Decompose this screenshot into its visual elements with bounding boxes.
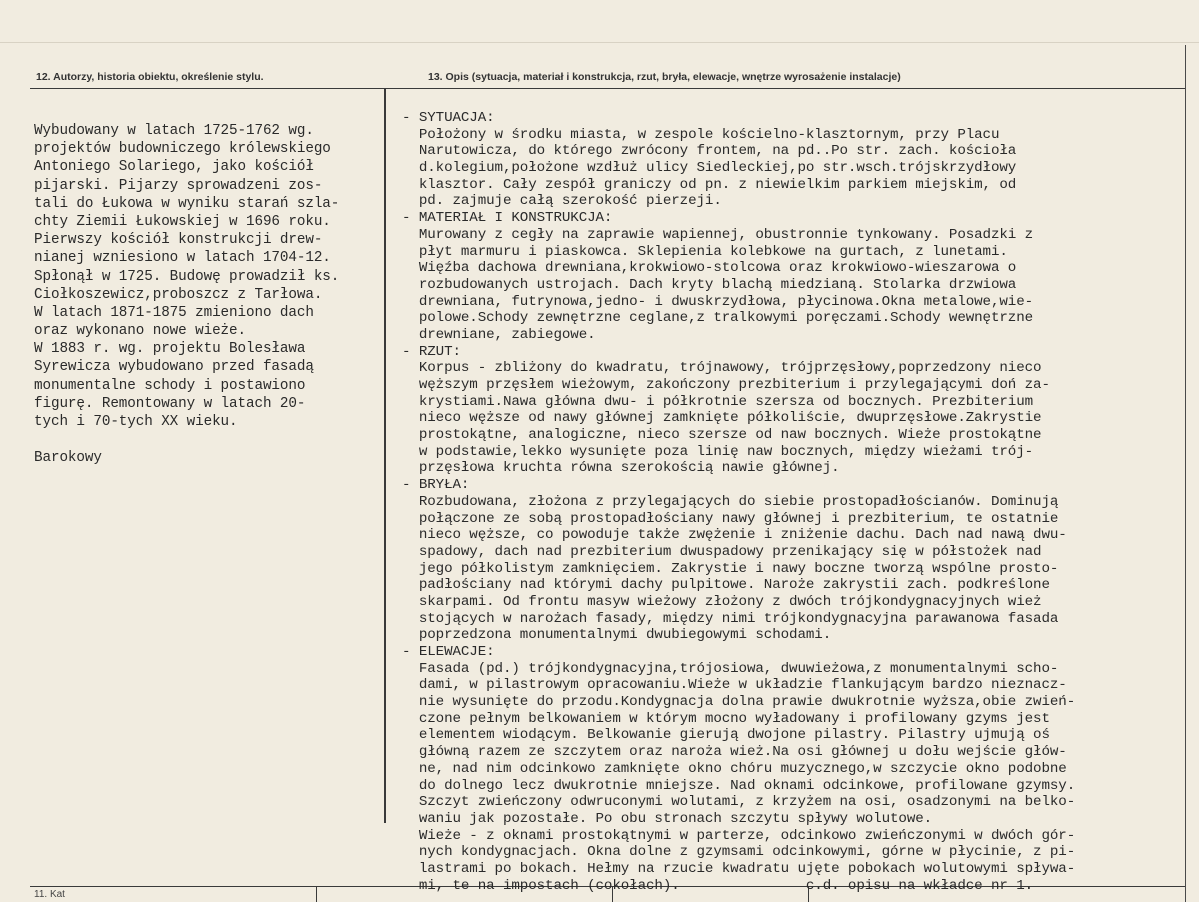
description-line: drewniane, zabiegowe.: [402, 326, 596, 343]
history-line: nianej wzniesiono w latach 1704-12.: [34, 250, 331, 267]
description-line: nie wysunięte do przodu.Kondygnacja dolna prawie dwukrotnie wyższa,obie zwień-: [402, 694, 1076, 711]
section-13-heading: 13. Opis (sytuacja, materiał i konstrukcja, rzut, bryła, elewacje, wnętrze wyrosażenie instalacje): [428, 71, 901, 83]
description-line: skarpami. Od frontu masyw wieżowy złożony z dwóch trójkondygnacyjnych wież: [402, 593, 1042, 610]
description-line: połączone ze sobą prostopadłościany nawy głównej i prezbiterium, te ostatnie: [402, 510, 1059, 527]
description-line: w podstawie,lekko wysunięte poza linię naw bocznych, między wieżami trój-: [402, 443, 1034, 460]
description-line: Więźba dachowa drewniana,krokwiowo-stolcowa oraz krokwiowo-wieszarowa o: [402, 260, 1017, 277]
history-line: monumentalne schody i postawiono: [34, 377, 306, 394]
description-line: - SYTUACJA:: [402, 110, 495, 126]
description-line: nieco węższe, co powoduje także zwężenie i zniżenie dachu. Dach nad nawą dwu-: [402, 527, 1067, 544]
history-line: Antoniego Solariego, jako kościół: [34, 159, 314, 176]
history-line: Wybudowany w latach 1725-1762 wg.: [34, 123, 314, 139]
description-line: pd. zajmuje całą szerokość pierzeji.: [402, 193, 722, 210]
description-line: - ELEWACJE:: [402, 644, 495, 660]
description-line: nych kondygnacjach. Okna dolne z gzymsami odcinkowymi, górne w płycinie, z pi-: [402, 844, 1076, 861]
description-line: waniu jak pozostałe. Po obu stronach szczytu spływy wolutowe.: [402, 810, 933, 827]
description-line: padłościany nad którymi dachy pulpitowe. Naroże zakrystii zach. podkreślone: [402, 577, 1050, 594]
description-line: krystiami.Nawa główna dwu- i półkrotnie szersza od bocznych. Prezbiterium: [402, 393, 1034, 410]
footer-divider: [316, 886, 317, 902]
history-line: figurę. Remontowany w latach 20-: [34, 395, 306, 412]
section-12-heading: 12. Autorzy, historia obiektu, określenie stylu.: [36, 71, 264, 83]
history-text: [34, 122, 384, 468]
description-line: d.kolegium,położone wzdłuż ulicy Siedleckiej,po str.wsch.trójskrzydłowy: [402, 160, 1017, 177]
history-line: tych i 70-tych XX wieku.: [34, 414, 238, 430]
description-line: - MATERIAŁ I KONSTRUKCJA:: [402, 210, 613, 227]
header-rule: [30, 88, 1185, 89]
description-line: Fasada (pd.) trójkondygnacyjna,trójosiowa, dwuwieżowa,z monumentalnymi scho-: [402, 660, 1059, 677]
history-line: tali do Łukowa w wyniku starań szla-: [34, 195, 340, 212]
description-line: prostokątne, analogiczne, nieco szersze od naw bocznych. Wieże prostokątne: [402, 427, 1042, 444]
description-line: Położony w środku miasta, w zespole kościelno-klasztornym, przy Placu: [402, 126, 1000, 143]
description-line: płyt marmuru i piaskowca. Sklepienia kolebkowe na gurtach, z lunetami.: [402, 243, 1008, 260]
description-line: węższym przęsłem wieżowym, zakończony prezbiterium i przylegającymi doń za-: [402, 377, 1050, 393]
top-rule: [0, 42, 1199, 43]
description-line: stojących w narożach fasady, między nimi trójkondygnacyjna parawanowa fasada: [402, 610, 1059, 627]
description-line: polowe.Schody zewnętrzne ceglane,z tralkowymi poręczami.Schody wewnętrzne: [402, 310, 1034, 327]
history-line: Barokowy: [34, 450, 102, 467]
description-line: klasztor. Cały zespół graniczy od pn. z niewielkim parkiem miejskim, od: [402, 176, 1017, 193]
description-line: elementem wiodącym. Belkowanie gierują dwojone pilastry. Pilastry ujmują oś: [402, 727, 1050, 744]
description-line: Szczyt zwieńczony odwruconymi wolutami, z krzyżem na osi, osadzonymi na belko-: [402, 794, 1076, 811]
history-line: W latach 1871-1875 zmieniono dach: [34, 304, 314, 321]
description-line: - RZUT:: [402, 343, 461, 360]
description-line: rozbudowanych ustrojach. Dach kryty blachą miedzianą. Stolarka drzwiowa: [402, 276, 1017, 293]
description-line: Narutowicza, do którego zwrócony frontem, na pd..Po str. zach. kościoła: [402, 143, 1017, 160]
column-divider: [384, 88, 386, 823]
history-line: pijarski. Pijarzy sprowadzeni zos-: [34, 177, 323, 194]
description-line: Wieże - z oknami prostokątnymi w parterze, odcinkowo zwieńczonymi w dwóch gór-: [402, 827, 1076, 844]
description-line: spadowy, dach nad prezbiterium dwuspadowy przenikający się w półstożek nad: [402, 543, 1042, 560]
description-line: drewniana, futrynowa,jedno- i dwuskrzydłowa, płycinowa.Okna metalowe,wie-: [402, 293, 1034, 310]
description-line: poprzedzona monumentalnymi dwubiegowymi schodami.: [402, 627, 832, 644]
description-line: lastrami po bokach. Hełmy na rzucie kwadratu ujęte pobokach wolutowymi spływa-: [402, 860, 1076, 877]
section-11-label: 11. Kat: [34, 889, 65, 900]
description-line: Rozbudowana, złożona z przylegających do siebie prostopadłościanów. Dominują: [402, 493, 1059, 510]
description-line: dami, w pilastrowym opracowaniu.Wieże w układzie flankującym bardzo nieznacz-: [402, 677, 1067, 694]
history-line: Spłonął w 1725. Budowę prowadził ks.: [34, 268, 340, 285]
description-line: Korpus - zbliżony do kwadratu, trójnawowy, trójprzęsłowy,poprzedzony nieco: [402, 360, 1042, 377]
history-line: chty Ziemii Łukowskiej w 1696 roku.: [34, 213, 331, 230]
description-line: - BRYŁA:: [402, 477, 470, 494]
history-line: Ciołkoszewicz,proboszcz z Tarłowa.: [34, 286, 323, 303]
history-line: W 1883 r. wg. projektu Bolesława: [34, 341, 306, 358]
description-line: jego półkolistym zamknięciem. Zakrystie i nawy boczne tworzą wspólne prosto-: [402, 560, 1059, 577]
description-line: przęsłowa kruchta równa szerokością nawie głównej.: [402, 460, 840, 477]
history-line: projektów budowniczego królewskiego: [34, 141, 331, 158]
description-line: główną razem ze szczytem oraz naroża wież.Na osi głównej u dołu wejście głów-: [402, 744, 1067, 761]
description-line: nieco węższe od nawy głównej zamknięte półkoliście, dwuprzęsłowe.Zakrystie: [402, 410, 1042, 427]
description-line: czone pełnym belkowaniem w którym mocno wyładowany i profilowany gzyms jest: [402, 710, 1050, 727]
description-line: ne, nad nim odcinkowo zamknięte okno chóru muzycznego,w szczycie okno podobne: [402, 760, 1067, 777]
history-line: oraz wykonano nowe wieże.: [34, 323, 246, 340]
description-text: [402, 110, 1187, 894]
history-line: Syrewicza wybudowano przed fasadą: [34, 359, 314, 376]
description-line: mi, te na impostach (cokołach). c.d. opisu na wkładce nr 1.: [402, 877, 1034, 894]
description-line: do dolnego lecz dwukrotnie mniejsze. Nad oknami odcinkowe, profilowane gzymsy.: [402, 777, 1076, 794]
history-line: [34, 431, 384, 449]
description-line: Murowany z cegły na zaprawie wapiennej, obustronnie tynkowany. Posadzki z: [402, 226, 1034, 243]
history-line: Pierwszy kościół konstrukcji drew-: [34, 232, 323, 249]
